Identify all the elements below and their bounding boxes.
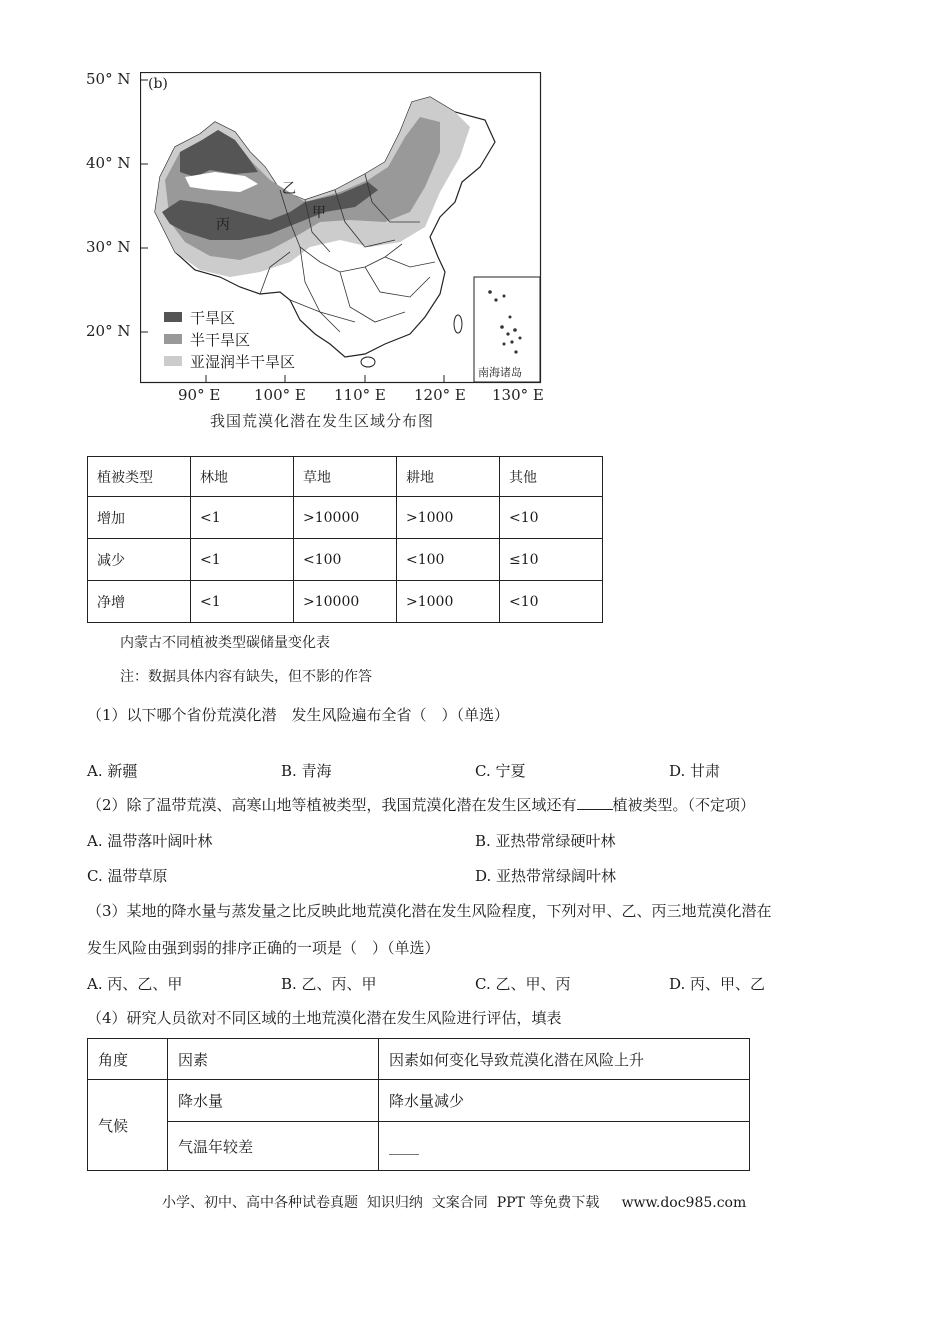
table-cell: <1	[191, 581, 294, 623]
table-header-cell: 因素如何变化导致荒漠化潜在风险上升	[379, 1039, 750, 1080]
table-cell: <10	[500, 497, 603, 539]
lat-label-40: 40° N	[86, 154, 131, 172]
table-group-cell: 气候	[88, 1080, 168, 1171]
legend-item-arid	[164, 306, 295, 328]
table-row	[88, 1080, 750, 1122]
lon-label-90: 90° E	[178, 386, 221, 404]
q4-table	[87, 1038, 750, 1171]
table-header-cell: 植被类型	[88, 457, 191, 497]
table-cell: <1	[191, 497, 294, 539]
q1-option-d: D. 甘肃	[669, 762, 721, 780]
q3-option-a: A. 丙、乙、甲	[87, 975, 183, 993]
table-header-row	[88, 1039, 750, 1080]
q2-option-b: B. 亚热带常绿硬叶林	[475, 832, 616, 850]
lon-label-110: 110° E	[334, 386, 386, 404]
desertification-map	[82, 62, 562, 442]
q3-option-d: D. 丙、甲、乙	[669, 975, 766, 993]
table-cell: 降水量	[168, 1080, 379, 1122]
table-cell: <100	[397, 539, 500, 581]
table-cell: 降水量减少	[379, 1080, 750, 1122]
table-cell: 增加	[88, 497, 191, 539]
table-cell: >1000	[397, 581, 500, 623]
table-cell: >10000	[294, 581, 397, 623]
q2-blank	[577, 795, 613, 810]
map-caption: 我国荒漠化潜在发生区域分布图	[210, 412, 435, 430]
legend-label: 半干旱区	[190, 330, 251, 349]
table-caption: 内蒙古不同植被类型碳储量变化表	[120, 635, 330, 651]
table-cell: <1	[191, 539, 294, 581]
table-header-cell: 角度	[88, 1039, 168, 1080]
inset-label: 南海诸岛	[478, 366, 522, 379]
table-cell-answer: ____	[379, 1122, 750, 1171]
table-cell: <100	[294, 539, 397, 581]
table-header-row	[88, 457, 603, 497]
q1-option-c: C. 宁夏	[475, 762, 526, 780]
q4-stem: （4）研究人员欲对不同区域的土地荒漠化潜在发生风险进行评估，填表	[87, 1009, 562, 1027]
table-row	[88, 497, 603, 539]
table-cell: <10	[500, 581, 603, 623]
table-header-cell: 其他	[500, 457, 603, 497]
table-note: 注：数据具体内容有缺失，但不影的作答	[120, 669, 372, 685]
table-row	[88, 1122, 750, 1171]
legend-item-semi-arid	[164, 328, 295, 350]
q2-stem-part-b: 植被类型。（不定项）	[612, 796, 756, 814]
carbon-table	[87, 456, 603, 623]
table-header-cell: 草地	[294, 457, 397, 497]
table-cell: ≤10	[500, 539, 603, 581]
map-panel-label: (b)	[148, 76, 168, 92]
table-header-cell: 耕地	[397, 457, 500, 497]
lon-label-120: 120° E	[414, 386, 466, 404]
table-row	[88, 581, 603, 623]
q2-option-a: A. 温带落叶阔叶林	[87, 832, 213, 850]
q3-stem-line1: （3）某地的降水量与蒸发量之比反映此地荒漠化潜在发生风险程度，下列对甲、乙、丙三地荒漠化潜在	[87, 902, 772, 920]
label-bing: 丙	[216, 217, 230, 233]
q1-option-b: B. 青海	[281, 762, 332, 780]
label-jia: 甲	[312, 205, 326, 221]
legend-swatch	[164, 312, 182, 322]
q3-stem-line2: 发生风险由强到弱的排序正确的一项是（ ）（单选）	[87, 939, 440, 957]
q3-option-b: B. 乙、丙、甲	[281, 975, 377, 993]
table-row	[88, 539, 603, 581]
q1-option-a: A. 新疆	[87, 762, 138, 780]
table-header-cell: 林地	[191, 457, 294, 497]
legend-label: 干旱区	[190, 308, 236, 327]
q2-option-d: D. 亚热带常绿阔叶林	[475, 867, 617, 885]
label-yi: 乙	[282, 181, 296, 197]
table-cell: 减少	[88, 539, 191, 581]
q2-stem-part-a: （2）除了温带荒漠、高寒山地等植被类型，我国荒漠化潜在发生区域还有	[87, 796, 577, 814]
page-footer: 小学、初中、高中各种试卷真题 知识归纳 文案合同 PPT 等免费下载 www.doc985.com	[162, 1195, 747, 1211]
legend-swatch	[164, 334, 182, 344]
legend-item-subhumid	[164, 350, 295, 372]
q2-option-c: C. 温带草原	[87, 867, 168, 885]
lon-label-100: 100° E	[254, 386, 306, 404]
map-legend	[164, 306, 295, 372]
table-cell: 气温年较差	[168, 1122, 379, 1171]
lat-label-20: 20° N	[86, 322, 131, 340]
legend-label: 亚湿润半干旱区	[190, 352, 296, 371]
q2-stem	[87, 794, 755, 815]
lon-label-130: 130° E	[492, 386, 544, 404]
table-cell: >1000	[397, 497, 500, 539]
table-cell: >10000	[294, 497, 397, 539]
table-header-cell: 因素	[168, 1039, 379, 1080]
legend-swatch	[164, 356, 182, 366]
table-cell: 净增	[88, 581, 191, 623]
q1-stem: （1）以下哪个省份荒漠化潜 发生风险遍布全省（ ）（单选）	[87, 706, 510, 724]
lat-label-50: 50° N	[86, 70, 131, 88]
q3-option-c: C. 乙、甲、丙	[475, 975, 571, 993]
lat-label-30: 30° N	[86, 238, 131, 256]
